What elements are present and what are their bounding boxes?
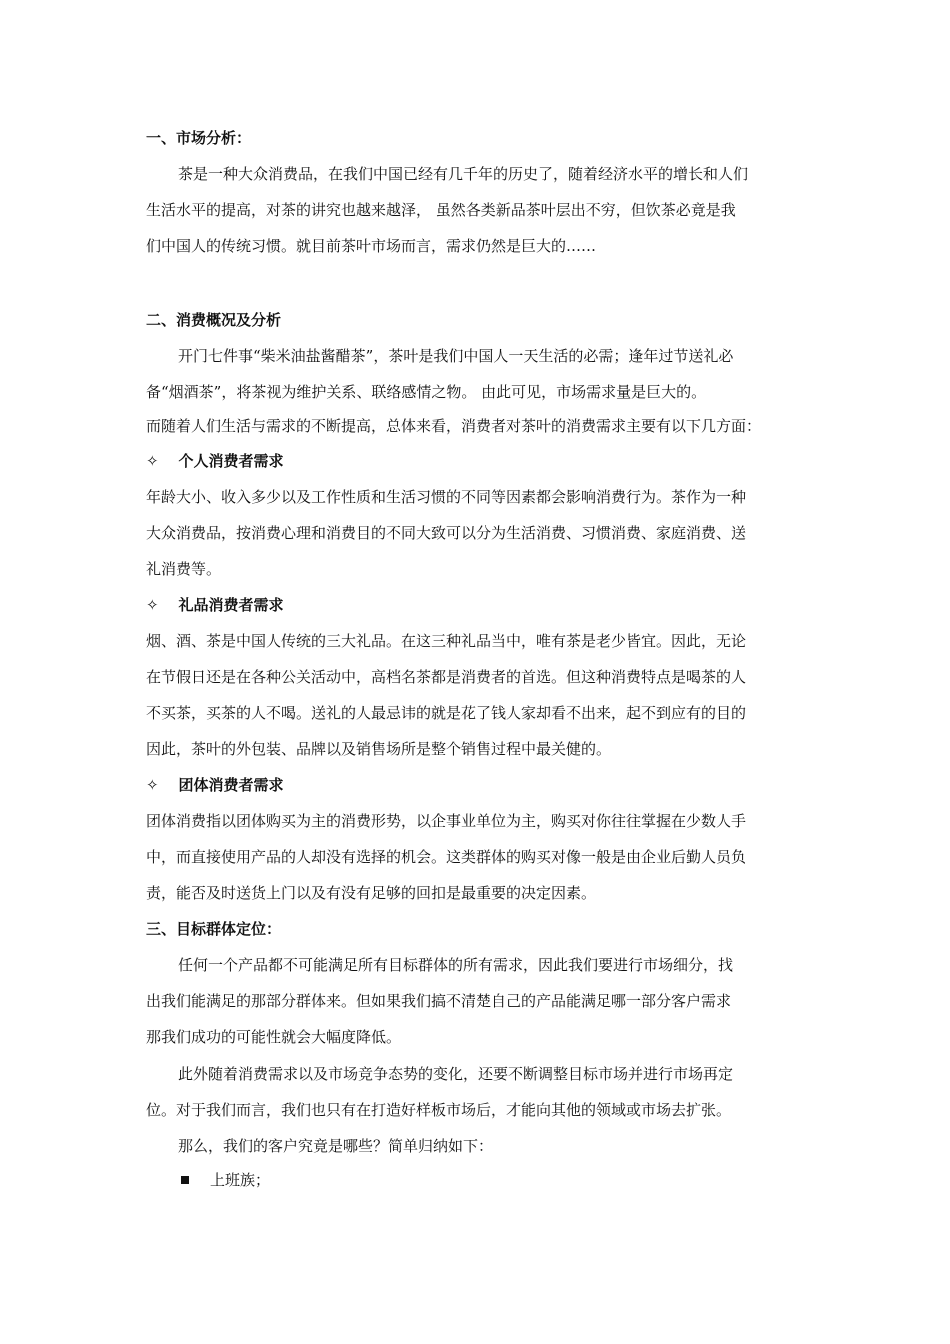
gift-demand-title: 礼品消费者需求 <box>178 596 284 614</box>
group-line-1: 团体消费指以团体购买为主的消费形势，以企事业单位为主，购买对你往往掌握在少数人手 <box>146 812 747 830</box>
group-demand-title: 团体消费者需求 <box>178 776 284 794</box>
personal-demand-title: 个人消费者需求 <box>178 452 284 470</box>
section2-intro-line-1: 开门七件事“柴米油盐酱醋茶”，茶叶是我们中国人一天生活的必需；逢年过节送礼必 <box>178 347 734 365</box>
section1-heading: 一、市场分析： <box>146 129 252 147</box>
gift-line-4: 因此，茶叶的外包装、品牌以及销售场所是整个销售过程中最关健的。 <box>146 740 612 758</box>
gift-line-1: 烟、酒、茶是中国人传统的三大礼品。在这三种礼品当中，唯有茶是老少皆宜。因此，无论 <box>146 632 747 650</box>
section3-para1-line-3: 那我们成功的可能性就会大幅度降低。 <box>146 1028 402 1046</box>
group-demand-heading <box>146 774 283 796</box>
section3-para1-line-2: 出我们能满足的那部分群体来。但如果我们搞不清楚自己的产品能满足哪一部分客户需求 <box>146 992 732 1010</box>
customer-list-item-1: 上班族； <box>210 1171 271 1189</box>
section1-line-3: 们中国人的传统习惯。就目前茶叶市场而言，需求仍然是巨大的…… <box>146 237 597 255</box>
square-bullet-icon <box>181 1176 189 1184</box>
personal-demand-heading <box>146 450 283 472</box>
section2-heading: 二、消费概况及分析 <box>146 311 282 329</box>
section1-line-2: 生活水平的提高，对茶的讲究也越来越泽， 虽然各类新品茶叶层出不穷，但饮茶必竟是我 <box>146 201 736 219</box>
personal-line-1: 年龄大小、收入多少以及工作性质和生活习惯的不同等因素都会影响消费行为。茶作为一种 <box>146 488 747 506</box>
section2-intro-line-3: 而随着人们生活与需求的不断提高，总体来看，消费者对茶叶的消费需求主要有以下几方面： <box>146 417 762 435</box>
section1-line-1: 茶是一种大众消费品，在我们中国已经有几千年的历史了，随着经济水平的增长和人们 <box>178 165 749 183</box>
gift-line-3: 不买茶，买茶的人不喝。送礼的人最忌讳的就是花了钱人家却看不出来，起不到应有的目的 <box>146 704 747 722</box>
group-line-2: 中，而直接使用产品的人却没有选择的机会。这类群体的购买对像一般是由企业后勤人员负 <box>146 848 747 866</box>
section2-intro-line-2: 备“烟酒茶”，将茶视为维护关系、联络感情之物。 由此可见，市场需求量是巨大的。 <box>146 383 707 401</box>
diamond-bullet-icon: ✧ <box>146 596 159 614</box>
section3-para3: 那么，我们的客户究竟是哪些？简单归纳如下： <box>178 1137 494 1155</box>
diamond-bullet-icon: ✧ <box>146 452 159 470</box>
section3-heading: 三、目标群体定位： <box>146 920 282 938</box>
section3-para1-line-1: 任何一个产品都不可能满足所有目标群体的所有需求，因此我们要进行市场细分，找 <box>178 956 734 974</box>
gift-demand-heading <box>146 594 283 616</box>
group-line-3: 责，能否及时送货上门以及有没有足够的回扣是最重要的决定因素。 <box>146 884 597 902</box>
section3-para2-line-2: 位。对于我们而言，我们也只有在打造好样板市场后，才能向其他的领域或市场去扩张。 <box>146 1101 732 1119</box>
personal-line-3: 礼消费等。 <box>146 560 222 578</box>
gift-line-2: 在节假日还是在各种公关活动中，高档名茶都是消费者的首选。但这种消费特点是喝茶的人 <box>146 668 747 686</box>
diamond-bullet-icon: ✧ <box>146 776 159 794</box>
section3-para2-line-1: 此外随着消费需求以及市场竞争态势的变化，还要不断调整目标市场并进行市场再定 <box>178 1065 734 1083</box>
personal-line-2: 大众消费品，按消费心理和消费目的不同大致可以分为生活消费、习惯消费、家庭消费、送 <box>146 524 747 542</box>
